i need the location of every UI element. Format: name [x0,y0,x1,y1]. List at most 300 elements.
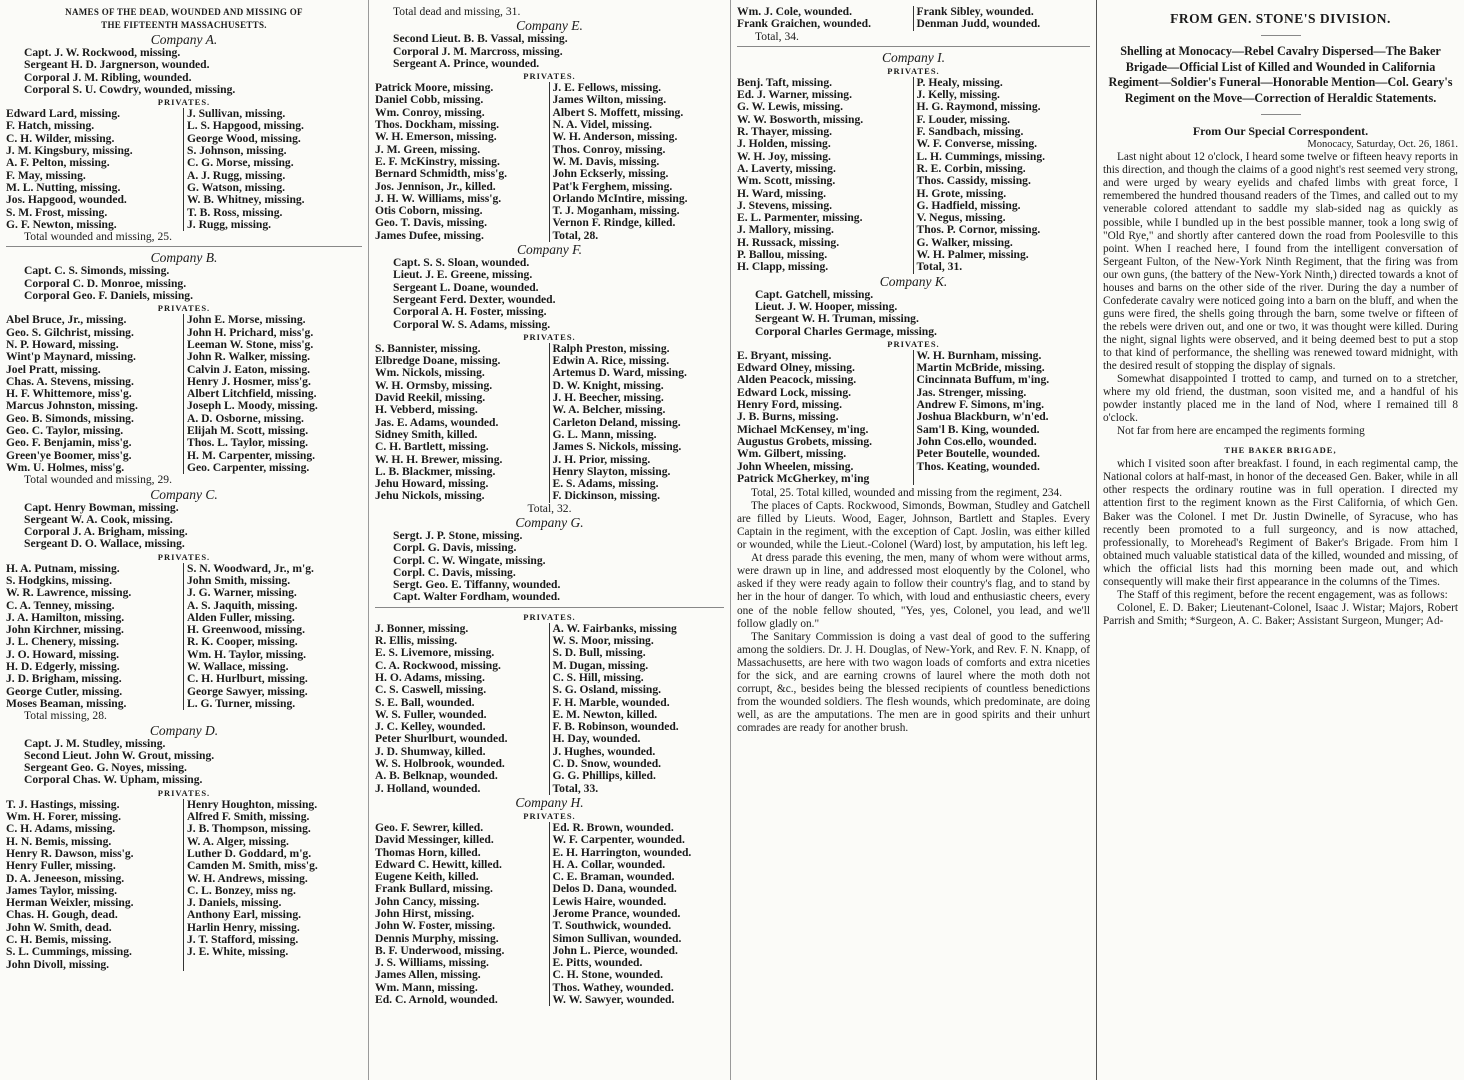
list-item: Orlando McIntire, missing. [552,191,688,205]
list-item: David Messinger, killed. [375,833,494,847]
list-item: H. Day, wounded. [552,732,641,746]
list-item: F. Hatch, missing. [6,119,95,133]
list-item: H. F. Whittemore, miss'g. [6,387,132,401]
list-item: Andrew F. Simons, m'ing. [916,398,1045,412]
list-item: Alden Fuller, missing. [187,610,295,624]
list-item: Henry Slayton, missing. [552,464,671,478]
list-item: George Cutler, missing. [6,684,123,698]
paragraph: At dress parade this evening, the men, many of whom were without arms, were drawn up in line, and addressed most eloquently by the Colonel, who asked if they were ready again to follow their country's flag, and to stand by her in the hour of danger. To which, with loud and enthusiastic cheers, every one of the noble fellow shouted, "Yes, yes, Colonel, you lead, and we'll follow gladly on." [737,552,1090,630]
officer-entry: Sergt. Geo. E. Tiffanny, wounded. [393,578,561,592]
list-item: Frank Graichen, wounded. [737,17,871,31]
list-item: E. F. McKinstry, missing. [375,154,500,168]
list-item: Anthony Earl, missing. [187,908,302,922]
list-item: E. M. Newton, killed. [552,707,658,721]
company-c-privates-label: PRIVATES. [157,551,211,562]
paragraph: Not far from here are encamped the regiments forming [1117,425,1365,438]
company-b-privates-label: PRIVATES. [157,303,211,314]
list-item: S. L. Cummings, missing. [6,945,132,959]
list-item: J. Sullivan, missing. [187,108,286,121]
list-item: Henry R. Dawson, miss'g. [6,846,134,860]
list-item: Alfred F. Smith, missing. [187,810,310,824]
list-item: Herman Weixler, missing. [6,896,134,910]
list-item: W. W. Bosworth, missing. [737,112,864,126]
list-item: Denman Judd, wounded. [916,17,1041,31]
list-item: F. H. Marble, wounded. [552,695,670,709]
list-item: Elbredge Doane, missing. [375,354,501,368]
company-f-privates-label: PRIVATES. [523,331,576,342]
list-item: J. E. White, missing. [187,945,289,959]
list-item: W. A. Belcher, missing. [552,403,666,417]
list-item: Geo. B. Simonds, missing. [6,411,134,425]
list-item: W. Wallace, missing. [187,660,289,674]
list-item: H. Ward, missing. [737,186,827,200]
list-item: Geo. S. Gilchrist, missing. [6,325,134,339]
list-item: Wm. Mann, missing. [375,980,478,994]
list-item: A. W. Fairbanks, missing [552,622,677,635]
list-item: Geo. C. Taylor, missing. [6,424,124,438]
company-d-officers [6,738,362,787]
list-item: J. H. W. Williams, miss'g. [375,191,502,205]
divider [737,46,1090,47]
list-item: Sidney Smith, killed. [375,427,478,441]
list-item: Wm. J. Cole, wounded. [737,6,852,18]
list-item: Joseph L. Moody, missing. [187,399,318,413]
list-item: H. Vebberd, missing. [375,403,478,417]
company-a-privates-label: PRIVATES. [157,97,211,108]
officer-entry: Capt. Walter Fordham, wounded. [393,590,561,604]
list-item: W. H. Palmer, missing. [916,248,1029,262]
list-item: G. Walker, missing. [916,235,1013,249]
officer-entry: Corporal J. M. Marcross, missing. [393,44,563,58]
company-b-heading: Company B. [150,250,218,266]
list-item: J. Bonner, missing. [375,622,469,635]
list-item: S. D. Bull, missing. [552,646,646,660]
list-item: Simon Sullivan, wounded. [552,931,682,945]
list-item: Calvin J. Eaton, missing. [187,362,311,376]
list-item: A. D. Osborne, missing. [187,411,304,425]
list-item: John Cos.ello, wounded. [916,434,1037,448]
list-item: J. B. Burns, missing. [737,410,839,424]
list-item: C. L. Bonzey, miss ng. [187,883,296,897]
list-item: A. F. Pelton, missing. [6,156,110,170]
list-item: Lewis Haire, wounded. [552,894,667,908]
company-k-privates-label: PRIVATES. [887,338,940,349]
list-item: D. A. Jeneeson, missing. [6,871,125,885]
list-item: Thos. P. Cornor, missing. [916,223,1041,237]
officer-entry: Sergeant D. O. Wallace, missing. [24,537,185,551]
list-item: R. Thayer, missing. [737,125,833,139]
officer-entry: Corporal Charles Germage, missing. [755,324,937,338]
list-item: Ed. J. Warner, missing. [737,88,852,102]
list-item: Harlin Henry, missing. [187,920,300,934]
list-item: Wint'p Maynard, missing. [6,350,136,364]
list-item: A. B. Belknap, wounded. [375,769,498,783]
list-item: H. Russack, missing. [737,235,840,249]
paragraph: The places of Capts. Rockwood, Simonds, Bowman, Studley and Gatchell are filled by Lieuts. Wood, Eager, Johnson, Bartlett and Staples. Every Captain in the regiment, with the exception of Capt. Joslin, was either killed or wounded, while the Lieut.-Colonel (Ward) lost, by amputation, his left leg. [737,500,1090,552]
officer-entry: Second Lieut. John W. Grout, missing. [24,748,215,762]
list-item: S. M. Frost, missing. [6,205,108,219]
officer-entry: Capt. J. M. Studley, missing. [24,736,166,750]
list-item: Carleton Deland, missing. [552,415,681,429]
company-c-total: Total missing, 28. [24,709,107,723]
list-item: Michael McKensey, m'ing. [737,422,869,436]
list-item: Geo. F. Sewrer, killed. [375,821,484,834]
list-item: Moses Beaman, missing. [6,696,127,710]
list-item: Wm. H. Taylor, missing. [187,647,307,661]
officer-entry: Corporal S. U. Cowdry, wounded, missing. [24,82,236,96]
list-item: A. Laverty, missing. [737,161,836,175]
list-item: C. H. Bemis, missing. [6,933,112,946]
company-k-officers [737,289,1090,338]
company-h-total: Total, 34. [755,29,799,43]
article-dateline: Monocacy, Saturday, Oct. 26, 1861. [1307,139,1458,150]
list-item: J. C. Kelley, wounded. [375,720,486,734]
company-h-heading: Company H. [515,794,584,810]
list-item: Henry J. Hosmer, miss'g. [187,374,311,388]
company-k-privates [737,350,1090,485]
company-a-heading: Company A. [150,32,218,47]
list-item: L. G. Turner, missing. [187,696,296,710]
list-item: Camden M. Smith, miss'g. [187,859,318,873]
list-item: Geo. T. Davis, missing. [375,216,487,230]
list-item: Ed. R. Brown, wounded. [552,821,674,834]
list-item: J. M. Kingsbury, missing. [6,144,133,158]
list-item: Elijah M. Scott, missing. [187,424,309,438]
company-e-officers [375,33,724,70]
list-item: Otis Coborn, missing. [375,204,483,218]
list-item: Dennis Murphy, missing. [375,931,499,945]
list-item: W. H. Anderson, missing. [552,130,678,144]
list-item: Thomas Horn, killed. [375,845,481,859]
officer-entry: Capt. Gatchell, missing. [755,287,874,301]
list-item: F. Sandbach, missing. [916,125,1024,139]
list-item: Marcus Johnston, missing. [6,399,138,413]
divider [375,607,724,608]
list-item: J. D. Shumway, killed. [375,744,486,758]
officer-entry: Corporal Chas. W. Upham, missing. [24,773,203,787]
list-item: Delos D. Dana, wounded. [552,882,677,896]
article-body [1103,151,1458,438]
list-item: W. H. Emerson, missing. [375,130,497,144]
list-item: W. F. Carpenter, wounded. [552,833,685,847]
list-item: Total, 28. [552,228,599,242]
divider [6,246,362,247]
list-item: C. E. Braman, wounded. [552,870,675,884]
list-item: W. B. Whitney, missing. [187,193,305,207]
list-item: Augustus Grobets, missing. [737,434,873,448]
list-item: S. G. Osland, missing. [552,683,662,697]
list-item: Jehu Nickols, missing. [375,489,485,503]
list-item: Jehu Howard, missing. [375,477,489,491]
officer-entry: Corporal W. S. Adams, missing. [393,317,551,331]
list-item: Wm. H. Forer, missing. [6,810,121,824]
company-f-officers [375,257,724,331]
list-item: Henry Fuller, missing. [6,859,116,873]
paragraph: Total, 25. Total killed, wounded and missing from the regiment, 234. [751,487,1063,500]
article-deck: Shelling at Monocacy—Rebel Cavalry Dispersed—The Baker Brigade—Official List of Killed and Wounded in California Regiment—Soldier's Funeral—Honorable Mention—Col. Geary's Regiment on the Move—Correction of Heraldic Statements. [1108,44,1453,105]
list-item: N. P. Howard, missing. [6,337,119,351]
list-item: John L. Pierce, wounded. [552,943,678,957]
officer-entry: Corpl. G. Davis, missing. [393,541,517,555]
list-item: Edward C. Hewitt, killed. [375,857,502,871]
list-item: S. N. Woodward, Jr., m'g. [187,562,314,575]
list-item: Total, 33. [552,781,599,795]
company-g-officers [375,530,724,604]
officer-entry: Corporal A. H. Foster, missing. [393,305,547,319]
list-item: W. A. Alger, missing. [187,834,289,848]
list-item: Leeman W. Stone, miss'g. [187,337,314,351]
list-item: Wm. Conroy, missing. [375,105,485,119]
list-item: G. Hadfield, missing. [916,198,1021,212]
list-item: J. Mallory, missing. [737,223,834,237]
officer-entry: Corpl. C. W. Wingate, missing. [393,553,546,567]
list-item: Thos. Wathey, wounded. [552,980,674,994]
officer-entry: Lieut. J. W. Hooper, missing. [755,299,898,313]
list-item: W. S. Fuller, wounded. [375,707,487,721]
list-item: Total, 31. [916,260,963,274]
list-item: Joel Pratt, missing. [6,362,101,376]
list-item: Albert S. Moffett, missing. [552,105,684,119]
list-item: H. Grote, missing. [916,186,1007,200]
list-item: C. S. Hill, missing. [552,670,644,684]
list-item: E. Pitts, wounded. [552,956,643,970]
company-h-privates [375,822,724,1006]
list-item: John Smith, missing. [187,573,291,587]
list-item: S. E. Ball, wounded. [375,695,475,709]
list-item: Thos. Keating, wounded. [916,459,1040,473]
divider [1261,114,1301,115]
list-item: J. L. Chenery, missing. [6,635,120,649]
list-item: Edward Olney, missing. [737,361,855,375]
officer-entry: Sergeant Ferd. Dexter, wounded. [393,292,556,306]
list-item: Frank Sibley, wounded. [916,6,1034,18]
list-item: R. K. Cooper, missing. [187,635,298,649]
officer-entry: Corpl. C. Davis, missing. [393,565,516,579]
company-i-privates-label: PRIVATES. [887,65,940,76]
list-item: J. Stevens, missing. [737,198,833,212]
list-item: G. G. Phillips, killed. [552,769,656,783]
list-item: John Eckserly, missing. [552,167,669,181]
list-item: N. A. Videl, missing. [552,118,653,132]
list-item: Patrick McGherkey, m'ing [737,471,870,485]
company-b-privates [6,314,362,474]
list-item: Wm. Nickols, missing. [375,366,485,380]
list-item: C. G. Morse, missing. [187,156,294,170]
list-item: Patrick Moore, missing. [375,82,494,95]
company-f-privates [375,343,724,503]
company-d-privates-label: PRIVATES. [157,787,211,798]
list-item: John W. Foster, missing. [375,919,496,933]
list-item: David Reekil, missing. [375,391,486,405]
list-item: W. H. Ormsby, missing. [375,378,493,392]
list-item: D. W. Knight, missing. [552,378,664,392]
list-item: Daniel Cobb, missing. [375,93,484,107]
paragraph: The Staff of this regiment, before the recent engagement, was as follows: [1117,588,1448,601]
list-item: R. Ellis, missing. [375,634,458,648]
list-item: Thos. Cassidy, missing. [916,174,1031,188]
list-item: F. Louder, missing. [916,112,1011,126]
list-item: John W. Smith, dead. [6,920,112,934]
list-item: H. N. Bemis, missing. [6,834,112,848]
list-item: Thos. Dockham, missing. [375,118,500,132]
paragraph: Last night about 12 o'clock, I heard some twelve or fifteen heavy reports in this direction, and though the claims of a good night's rest seemed very strong, and were urged by weary eyelids and chafed limbs with great force, I remembered the hundred thousand readers of the Times, and called out to my venerable colored attendant to saddle my slab-sided nag as quickly as possible, while I bundled up in the best possible manner, took a long swig of "Old Rye," and shortly after cantered down the road from Poolesville to this point. When I reached here, I found from the intelligent conversation of Sergeant Fulton, of the New-York Ninth Regiment, that the firing was from our own guns, (the battery of the New-York Ninth,) directed towards a knot of houses and barns on the other side of the river. During the day a number of Confederate cavalry were noticed going into a barn on the bluff, and when the guns were fired, the shells going through the barn, some twelve or fifteen of the rebels were driven out, and one or two, it was thought were killed. During the night, signal lights were observed, and it being deemed best to put a stop to that kind of performance, the shelling was renewed toward midnight, with the desired result of stopping the display of signals. [1103,151,1458,373]
list-item: Vernon F. Rindge, killed. [552,216,676,230]
company-b-officers [6,265,362,302]
list-item: James Taylor, missing. [6,883,118,897]
officer-entry: Sergeant A. Prince, wounded. [393,56,540,70]
list-item: Chas. H. Gough, dead. [6,908,118,922]
list-item: Abel Bruce, Jr., missing. [6,314,127,327]
officer-entry: Corporal C. D. Monroe, missing. [24,276,187,290]
paragraph: which I visited soon after breakfast. I found, in each regimental camp, the National colors at half-mast, in honor of the deceased Gen. Baker, while in all other respects the ordinary routine was in full operation. I directed my attention first to the regiment known as the First California, of which Gen. Baker was the Colonel. I met Dr. Justin Dwinelle, of Syracuse, who has recently been promoted to a full surgeoncy, and is now attached, professionally, to Morehead's Regiment of Baker's Brigade. From him I obtained much valuable statistical data of the killed, wounded and missing, of which the official lists had this morning been made out, and which consequently will make their first appearance in the columns of the Times. [1103,458,1458,588]
officer-entry: Capt. J. W. Rockwood, missing. [24,46,181,59]
list-item: J. B. Thompson, missing. [187,822,311,836]
company-g-privates [375,623,724,795]
list-item: George Wood, missing. [187,131,301,145]
officer-entry: Corporal J. M. Ribling, wounded. [24,70,192,84]
officer-entry: Sergt. J. P. Stone, missing. [393,528,523,542]
officer-entry: Sergeant W. H. Truman, missing. [755,312,919,326]
company-g-heading: Company G. [515,514,584,530]
list-item: S. Hodgkins, missing. [6,573,112,587]
list-item: Wm. U. Holmes, miss'g. [6,460,125,474]
officer-entry: Corporal J. A. Brigham, missing. [24,525,188,539]
paragraph: Somewhat disappointed I trotted to camp, and turned on to a stretcher, where my old friend, the dustman, soon visited me, and a handful of his powder instantly placed me in the land of Nod, where I remained till 8 o'clock. [1103,373,1458,425]
list-item: J. O. Howard, missing. [6,647,120,661]
list-item: H. Clapp, missing. [737,260,829,274]
officer-entry: Corporal Geo. F. Daniels, missing. [24,289,193,303]
officer-entry: Sergeant L. Doane, wounded. [393,280,539,294]
list-item: S. Johnson, missing. [187,144,287,158]
baker-brigade-subhead: THE BAKER BRIGADE, [1224,445,1337,456]
list-item [187,959,362,971]
list-item: G. W. Lewis, missing. [737,100,843,114]
list-item: Ralph Preston, missing. [552,342,670,355]
list-item: H. O. Adams, missing. [375,670,485,684]
list-item: R. E. Corbin, missing. [916,161,1026,175]
list-item: John Hirst, missing. [375,907,475,920]
column-2 [368,0,730,1080]
paragraph: The Sanitary Commission is doing a vast deal of good to the suffering among the soldiers. Dr. J. H. Douglas, of New-York, and Rev. F. N. Knapp, of Massachusetts, are here with two wagon loads of comforts and extra niceties for the sick, and are earning crowns of laurel where the moth doth not corrupt, &c., besides being the blessed recipients of countless benedictions from the wounded soldiers. The flesh wounds, which predominate, are doing well, as are the amputations. The men are in good spirits and their unhurt comrades are ready for another brush. [737,630,1090,734]
company-h-privates-label: PRIVATES. [523,810,576,821]
list-item: Geo. Carpenter, missing. [187,460,310,474]
column-4 [1096,0,1464,1080]
list-item: J. M. Green, missing. [375,142,481,156]
list-item: Pat'k Ferghem, missing. [552,179,673,193]
paragraph: Colonel, E. D. Baker; Lieutenant-Colonel, Isaac J. Wistar; Majors, Robert Parrish and Smith; *Surgeon, A. C. Baker; Assistant Surgeon, Munger; Ad- [1103,601,1458,627]
list-item: Martin McBride, missing. [916,361,1045,375]
list-item: Henry Houghton, missing. [187,798,318,811]
list-item: James Wilton, missing. [552,93,667,107]
company-i-heading: Company I. [882,49,945,65]
company-c-heading: Company C. [150,486,218,502]
list-item: Edward Lock, missing. [737,385,852,399]
list-item: M. L. Nutting, missing. [6,180,121,194]
list-item: Edwin A. Rice, missing. [552,354,670,368]
list-item: J. A. Hamilton, missing. [6,610,125,624]
list-item: Joshua Blackburn, w'n'ed. [916,410,1049,424]
list-item: G. L. Mann, missing. [552,427,657,441]
list-item: E. L. Parmenter, missing. [737,211,863,225]
company-d-total: Total dead and missing, 31. [393,5,521,18]
list-item: E. S. Adams, missing. [552,477,659,491]
list-item: Peter Shurlburt, wounded. [375,732,508,746]
list-item: S. Bannister, missing. [375,342,481,355]
list-item: E. S. Livemore, missing. [375,646,495,660]
list-item: J. T. Stafford, missing. [187,933,299,946]
list-item: H. A. Putnam, missing. [6,562,120,575]
list-item: J. E. Fellows, missing. [552,82,662,95]
list-item: L. S. Hapgood, missing. [187,119,304,133]
list-item: J. Holland, wounded. [375,781,481,795]
list-item: Bernard Schmidth, miss'g. [375,167,508,181]
list-item: Wm. Gilbert, missing. [737,447,847,461]
list-item: Henry Ford, missing. [737,398,842,412]
list-item: Eugene Keith, killed. [375,870,479,884]
list-item: M. Dugan, missing. [552,658,649,672]
column-3 [730,0,1096,1080]
list-item: H. D. Edgerly, missing. [6,660,120,674]
list-item: F. B. Robinson, wounded. [552,720,679,734]
list-item: Wm. Scott, missing. [737,174,836,188]
company-d-privates [6,799,362,971]
list-item: W. H. Andrews, missing. [187,871,308,885]
list-item: James S. Nickols, missing. [552,440,682,454]
list-item: J. Rugg, missing. [187,217,272,231]
list-item: W. W. Sawyer, wounded. [552,993,675,1007]
list-item: Benj. Taft, missing. [737,76,833,89]
list-item: John Wheelen, missing. [737,459,854,473]
list-item: H. M. Carpenter, missing. [187,448,316,462]
list-item: Ed. C. Arnold, wounded. [375,993,498,1007]
divider [1261,35,1301,36]
company-d-heading: Company D. [149,722,219,738]
list-item: Sam'l B. King, wounded. [916,422,1040,436]
list-item: Green'ye Boomer, miss'g. [6,448,132,462]
list-item: Thos. Conroy, missing. [552,142,666,156]
officer-entry: Sergeant W. A. Cook, missing. [24,512,173,526]
list-item: P. Healy, missing. [916,76,1003,89]
regiment-report-text [737,487,1090,735]
company-a-total: Total wounded and missing, 25. [24,230,172,244]
list-item: W. H. Burnham, missing. [916,349,1042,362]
list-item: Artemus D. Ward, missing. [552,366,687,380]
list-item: C. H. Wilder, missing. [6,131,115,145]
list-item: F. Dickinson, missing. [552,489,660,503]
list-item: T. J. Moganham, missing. [552,204,680,218]
list-item: L. B. Blackmer, missing. [375,464,496,478]
list-item: Jos. Jennison, Jr., killed. [375,179,496,193]
officer-entry: Capt. S. S. Sloan, wounded. [393,256,530,270]
article-body-continued [1103,458,1458,628]
list-item: A. J. Rugg, missing. [187,168,286,182]
list-item: H. G. Raymond, missing. [916,100,1041,114]
list-item: W. S. Moor, missing. [552,634,654,648]
list-item: G. F. Newton, missing. [6,217,117,231]
list-item: C. A. Tenney, missing. [6,598,115,612]
list-item: J. Hughes, wounded. [552,744,656,758]
company-h-continued [737,6,1090,31]
company-e-heading: Company E. [516,18,583,34]
list-item: J. Daniels, missing. [187,896,282,910]
list-item: Frank Bullard, missing. [375,882,493,896]
column-1 [0,0,368,1080]
list-item: E. Bryant, missing. [737,349,832,362]
list-item: C. H. Bartlett, missing. [375,440,489,454]
list-item: J. S. Williams, missing. [375,956,489,970]
list-item: C. S. Caswell, missing. [375,683,487,697]
list-item: Jas. Strenger, missing. [916,385,1027,399]
